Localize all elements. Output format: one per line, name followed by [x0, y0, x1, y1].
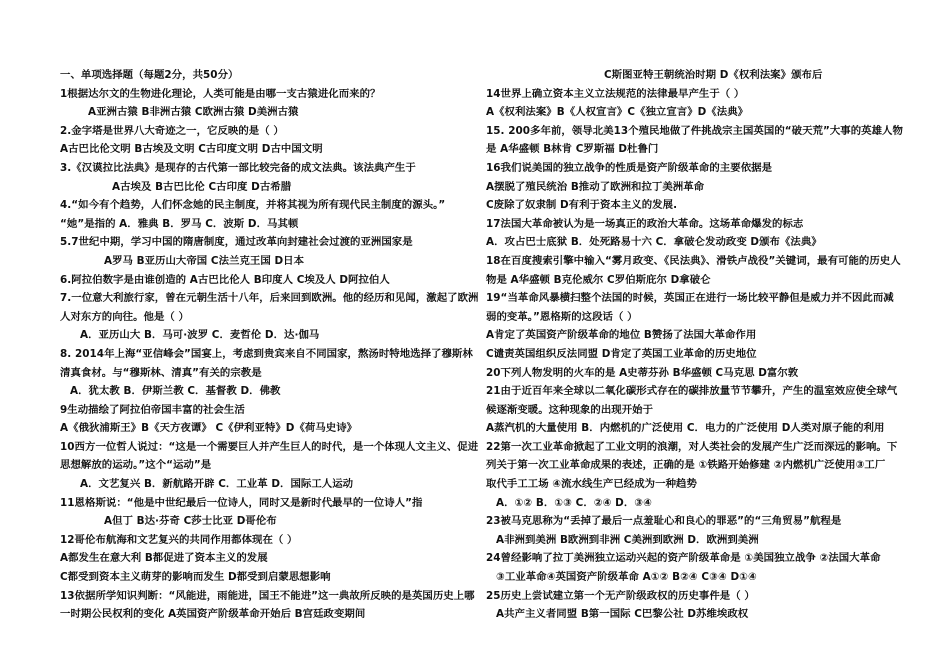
question-line: 11恩格斯说：“他是中世纪最后一位诗人，同时又是新时代最早的一位诗人”指 — [60, 496, 423, 509]
question-line: 思想解放的运动。”这个“运动”是 — [60, 459, 212, 472]
question-line: 物是 A华盛顿 B克伦威尔 C罗伯斯庇尔 D拿破仑 — [486, 273, 711, 286]
question-line: 13依据所学知识判断：“风能进，雨能进，国王不能进”这一典故所反映的是英国历史上哪 — [60, 589, 475, 602]
option-line: A《权利法案》B《人权宣言》C《独立宣言》D《法典》 — [486, 106, 749, 119]
option-line: A罗马 B亚历山大帝国 C法兰克王国 D日本 — [104, 254, 305, 267]
left-column — [60, 66, 480, 624]
question-line: 14世界上确立资本主义立法规范的法律最早产生于（ ） — [486, 87, 745, 100]
option-line: C废除了奴隶制 D有利于资本主义的发展. — [486, 199, 678, 212]
option-line: A非洲到美洲 B欧洲到非洲 C美洲到欧洲 D．欧洲到美洲 — [496, 533, 759, 546]
option-line: C斯图亚特王朝统治时期 D《权利法案》颁布后 — [604, 69, 823, 81]
question-line: 1根据达尔文的生物进化理论，人类可能是由哪一支古猿进化而来的？ — [60, 87, 381, 100]
option-line: A．文艺复兴 B．新航路开辟 C．工业革 D．国际工人运动 — [80, 478, 354, 491]
question-line: 5.7世纪中期，学习中国的隋唐制度，通过改革向封建社会过渡的亚洲国家是 — [60, 236, 413, 249]
question-line: 是 A华盛顿 B林肯 C罗斯福 D杜鲁门 — [486, 143, 659, 156]
right-column — [486, 66, 906, 624]
option-line: A蒸汽机的大量使用 B．内燃机的广泛使用 C．电力的广泛使用 D人类对原子能的利用 — [486, 422, 885, 435]
option-line: A但丁 B达·芬奇 C莎士比亚 D哥伦布 — [104, 515, 277, 528]
question-line: 候逐渐变暖。这种现象的出现开始于 — [486, 403, 654, 416]
question-line: 22第一次工业革命掀起了工业文明的浪潮，对人类社会的发展产生广泛而深远的影响。下 — [486, 440, 898, 453]
question-line: 9生动描绘了阿拉伯帝国丰富的社会生活 — [60, 403, 245, 416]
question-line: 21由于近百年来全球以二氧化碳形式存在的碳排放量节节攀升，产生的温室效应使全球气 — [486, 385, 898, 398]
question-line: 2.金字塔是世界八大奇迹之一，它反映的是（ ） — [60, 124, 284, 137]
question-line: 取代手工工场 ④流水线生产已经成为一种趋势 — [486, 478, 697, 491]
question-line: 25历史上尝试建立第一个无产阶级政权的历史事件是（ ） — [486, 589, 755, 602]
question-line: 10西方一位哲人说过：“这是一个需要巨人并产生巨人的时代，是一个体现人文主义、促进 — [60, 440, 479, 453]
option-line: C都受到资本主义萌芽的影响而发生 D都受到启蒙思想影响 — [60, 571, 331, 584]
option-line: A古埃及 B古巴比伦 C古印度 D古希腊 — [112, 180, 292, 193]
question-line: 3.《汉谟拉比法典》是现存的古代第一部比较完备的成文法典。该法典产生于 — [60, 161, 416, 174]
option-line: A亚洲古猿 B非洲古猿 C欧洲古猿 D美洲古猿 — [88, 106, 299, 119]
section-heading: 一、单项选择题（每题2分，共50分） — [60, 69, 239, 81]
option-line: A．犹太教 B．伊斯兰教 C．基督教 D．佛教 — [70, 385, 281, 398]
option-line: A肯定了英国资产阶级革命的地位 B赞扬了法国大革命作用 — [486, 329, 757, 342]
question-line: 7.一位意大利旅行家，曾在元朝生活十八年，后来回到欧洲。他的经历和见闻，激起了欧洲 — [60, 292, 479, 305]
option-line: A共产主义者同盟 B第一国际 C巴黎公社 D苏维埃政权 — [496, 608, 749, 621]
question-line: 列关于第一次工业革命成果的表述，正确的是 ①铁路开始修建 ②内燃机广泛使用③工厂 — [486, 459, 886, 472]
question-line: 12哥伦布航海和文艺复兴的共同作用都体现在（ ） — [60, 533, 298, 546]
question-line: 4.“如今有个趋势，人们怀念她的民主制度，并将其视为所有现代民主制度的源头。” — [60, 199, 446, 212]
question-line: 弱的变革。”恩格斯的这段话（ ） — [486, 310, 638, 323]
question-line: 19“当革命风暴横扫整个法国的时候，英国正在进行一场比较平静但是威力并不因此而减 — [486, 292, 894, 305]
option-line: A．亚历山大 B．马可·波罗 C．麦哲伦 D．达·伽马 — [80, 329, 320, 342]
option-line: A摆脱了殖民统治 B推动了欧洲和拉丁美洲革命 — [486, 180, 705, 193]
option-line: C谴责英国组织反法同盟 D肯定了英国工业革命的历史地位 — [486, 347, 757, 360]
question-line: 17法国大革命被认为是一场真正的政治大革命。这场革命爆发的标志 — [486, 217, 804, 230]
question-line: 8. 2014年上海“亚信峰会”国宴上，考虑到贵宾来自不同国家，熬汤时特地选择了穆斯林 — [60, 347, 473, 360]
question-line: 23被马克思称为“丢掉了最后一点羞耻心和良心的罪恶”的“三角贸易”航程是 — [486, 515, 842, 528]
option-line: ③工业革命④英国资产阶级革命 A①② B②④ C③④ D①④ — [496, 571, 757, 584]
option-line: A都发生在意大利 B都促进了资本主义的发展 — [60, 552, 268, 565]
question-line: 24曾经影响了拉丁美洲独立运动兴起的资产阶级革命是 ①美国独立战争 ②法国大革命 — [486, 552, 881, 565]
question-line: 6.阿拉伯数字是由谁创造的 A古巴比伦人 B印度人 C埃及人 D阿拉伯人 — [60, 273, 390, 286]
question-line: 20下列人物发明的火车的是 A史蒂芬孙 B华盛顿 C马克思 D富尔敦 — [486, 366, 799, 379]
question-line: 一时期公民权利的变化 A英国资产阶级革命开始后 B宫廷政变期间 — [60, 608, 366, 621]
option-line: A．攻占巴士底狱 B．处死路易十六 C．拿破仑发动政变 D颁布《法典》 — [486, 236, 822, 249]
option-line: A．①② B．①③ C．②④ D．③④ — [496, 496, 652, 509]
question-line: 16我们说美国的独立战争的性质是资产阶级革命的主要依据是 — [486, 161, 773, 174]
question-line: 18在百度搜索引擎中输入“雾月政变、《民法典》、滑铁卢战役”关键词，最有可能的历史人 — [486, 254, 901, 267]
question-line: “她”是指的 A．雅典 B．罗马 C．波斯 D．马其顿 — [60, 217, 299, 230]
question-line: 人对东方的向往。他是（ ） — [60, 310, 189, 323]
option-line: A古巴比伦文明 B古埃及文明 C古印度文明 D古中国文明 — [60, 143, 323, 156]
option-line: A《俄狄浦斯王》B《天方夜谭》 C《伊利亚特》D《荷马史诗》 — [60, 422, 358, 435]
question-line: 15. 200多年前，领导北美13个殖民地做了件挑战宗主国英国的“破天荒”大事的英雄人物 — [486, 124, 903, 137]
question-line: 清真食材。与“穆斯林、清真”有关的宗教是 — [60, 366, 262, 379]
